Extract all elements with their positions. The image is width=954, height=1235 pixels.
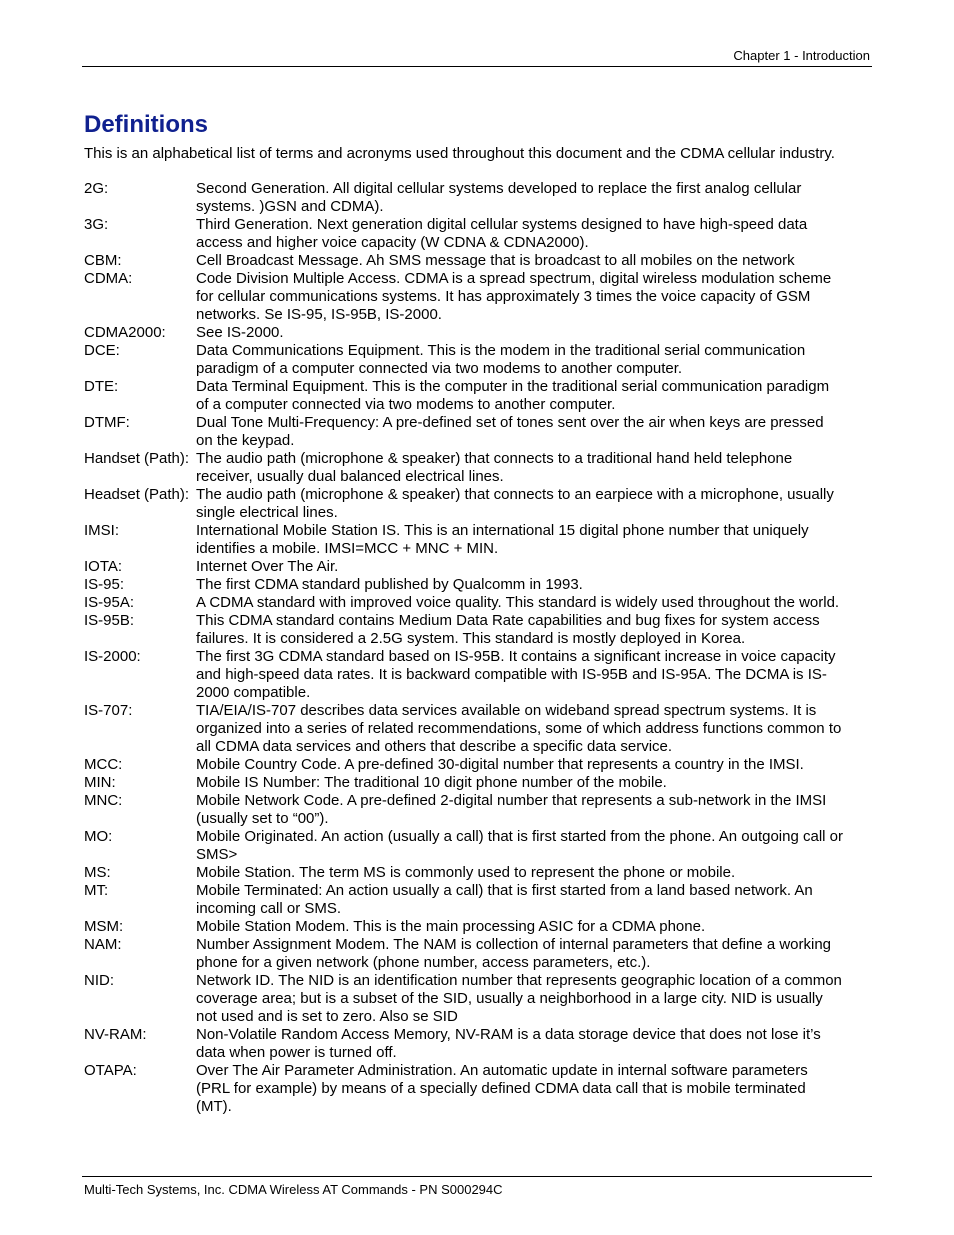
definition-term: IS-95: xyxy=(84,576,125,593)
definition-term: NAM: xyxy=(84,936,122,953)
definition-description: Second Generation. All digital cellular systems developed to replace the first analog cellular systems. )GSN and CDMA). xyxy=(196,180,802,215)
definition-description: Mobile Originated. An action (usually a call) that is first started from the phone. An outgoing call or SMS> xyxy=(196,828,844,863)
definition-description: Non-Volatile Random Access Memory, NV-RAM is a data storage device that does not lose it’s data when power is turned off. xyxy=(196,1026,821,1061)
page-header-chapter: Chapter 1 - Introduction xyxy=(733,48,870,63)
definition-item xyxy=(84,702,844,756)
definition-description: Cell Broadcast Message. Ah SMS message that is broadcast to all mobiles on the network xyxy=(196,252,795,269)
definition-item xyxy=(84,756,844,774)
definition-term: IS-707: xyxy=(84,702,133,719)
definition-item xyxy=(84,378,844,414)
definition-item xyxy=(84,558,844,576)
definition-term: CDMA2000: xyxy=(84,324,166,341)
definition-item xyxy=(84,828,844,864)
definition-item xyxy=(84,486,844,522)
definition-term: IS-95A: xyxy=(84,594,135,611)
definition-description: The audio path (microphone & speaker) that connects to an earpiece with a microphone, usually single electrical lines. xyxy=(196,486,834,521)
definition-term: DTE: xyxy=(84,378,119,395)
definition-term: 2G: xyxy=(84,180,109,197)
definition-description: Data Communications Equipment. This is the modem in the traditional serial communication paradigm of a computer connected via two modems to another computer. xyxy=(196,342,806,377)
definition-item xyxy=(84,648,844,702)
definition-item xyxy=(84,342,844,378)
definition-description: The audio path (microphone & speaker) that connects to a traditional hand held telephone receiver, usually dual balanced electrical lines. xyxy=(196,450,793,485)
definition-term: DCE: xyxy=(84,342,120,359)
definition-item xyxy=(84,882,844,918)
definition-description: Internet Over The Air. xyxy=(196,558,339,575)
definition-item xyxy=(84,612,844,648)
definition-item xyxy=(84,774,844,792)
definition-item xyxy=(84,252,844,270)
definition-term: MCC: xyxy=(84,756,123,773)
definition-term: NID: xyxy=(84,972,114,989)
intro-paragraph: This is an alphabetical list of terms and acronyms used throughout this document and the CDMA cellular industry. xyxy=(84,145,835,162)
definition-term: IOTA: xyxy=(84,558,123,575)
definition-item xyxy=(84,972,844,1026)
definition-item xyxy=(84,270,844,324)
definition-description: Mobile Country Code. A pre-defined 30-digital number that represents a country in the IMSI. xyxy=(196,756,804,773)
definition-description: This CDMA standard contains Medium Data Rate capabilities and bug fixes for system access failures. It is considered a 2.5G system. This standard is mostly deployed in Korea. xyxy=(196,612,820,647)
definition-description: Mobile Network Code. A pre-defined 2-digital number that represents a sub-network in the IMSI (usually set to “00”). xyxy=(196,792,827,827)
definition-item xyxy=(84,576,844,594)
footer-rule xyxy=(82,1176,872,1177)
definition-item xyxy=(84,594,844,612)
definition-description: Code Division Multiple Access. CDMA is a spread spectrum, digital wireless modulation scheme for cellular communications systems. It has approximately 3 times the voice capacity of GSM networks. Se IS-95, IS-95B, IS-2000. xyxy=(196,270,832,323)
page-title: Definitions xyxy=(84,111,208,138)
definition-term: OTAPA: xyxy=(84,1062,137,1079)
header-rule xyxy=(82,66,872,67)
definition-term: CBM: xyxy=(84,252,122,269)
definition-term: IMSI: xyxy=(84,522,120,539)
definition-item xyxy=(84,1062,844,1116)
definition-term: 3G: xyxy=(84,216,109,233)
definition-term: MS: xyxy=(84,864,111,881)
definition-description: Over The Air Parameter Administration. An automatic update in internal software parameters (PRL for example) by means of a specially defined CDMA data call that is mobile terminated (MT). xyxy=(196,1062,808,1115)
definition-term: MSM: xyxy=(84,918,124,935)
definition-item xyxy=(84,450,844,486)
definition-item xyxy=(84,180,844,216)
definition-description: The first 3G CDMA standard based on IS-95B. It contains a significant increase in voice capacity and high-speed data rates. It is backward compatible with IS-95B and IS-95A. The DCMA is IS-2000 compatible. xyxy=(196,648,836,701)
definition-description: Dual Tone Multi-Frequency: A pre-defined set of tones sent over the air when keys are pressed on the keypad. xyxy=(196,414,824,449)
definition-description: TIA/EIA/IS-707 describes data services available on wideband spread spectrum systems. It is organized into a series of related recommendations, some of which address functions common to all CDMA data services and others that describe a specific data service. xyxy=(196,702,842,755)
definition-description: Mobile Station Modem. This is the main processing ASIC for a CDMA phone. xyxy=(196,918,706,935)
definition-term: Headset (Path): xyxy=(84,486,190,503)
definitions-list xyxy=(84,180,844,1116)
definition-term: IS-2000: xyxy=(84,648,141,665)
definition-item xyxy=(84,918,844,936)
definition-description: Network ID. The NID is an identification number that represents geographic location of a common coverage area; but is a subset of the SID, usually a neighborhood in a large city. NID is usually not used and is set to zero. Also se SID xyxy=(196,972,842,1025)
definition-term: MO: xyxy=(84,828,113,845)
definition-term: MT: xyxy=(84,882,109,899)
page-footer: Multi-Tech Systems, Inc. CDMA Wireless AT Commands - PN S000294C xyxy=(84,1182,503,1197)
definition-term: DTMF: xyxy=(84,414,130,431)
definition-item xyxy=(84,864,844,882)
definition-term: MIN: xyxy=(84,774,116,791)
definition-term: CDMA: xyxy=(84,270,133,287)
definition-description: Mobile Terminated: An action usually a call) that is first started from a land based network. An incoming call or SMS. xyxy=(196,882,813,917)
definition-item xyxy=(84,216,844,252)
definition-description: Number Assignment Modem. The NAM is collection of internal parameters that define a working phone for a given network (phone number, access parameters, etc.). xyxy=(196,936,832,971)
definition-item xyxy=(84,792,844,828)
definition-item xyxy=(84,1026,844,1062)
definition-description: International Mobile Station IS. This is an international 15 digital phone number that uniquely identifies a mobile. IMSI=MCC + MNC + MIN. xyxy=(196,522,809,557)
definition-description: Mobile Station. The term MS is commonly used to represent the phone or mobile. xyxy=(196,864,736,881)
definition-term: MNC: xyxy=(84,792,123,809)
definition-term: IS-95B: xyxy=(84,612,135,629)
definition-description: See IS-2000. xyxy=(196,324,284,341)
definition-item xyxy=(84,414,844,450)
definition-description: A CDMA standard with improved voice quality. This standard is widely used throughout the world. xyxy=(196,594,840,611)
definition-item xyxy=(84,522,844,558)
definition-term: Handset (Path): xyxy=(84,450,190,467)
definition-description: Third Generation. Next generation digital cellular systems designed to have high-speed data access and higher voice capacity (W CDNA & CDNA2000). xyxy=(196,216,808,251)
definition-item xyxy=(84,324,844,342)
definition-term: NV-RAM: xyxy=(84,1026,147,1043)
definition-item xyxy=(84,936,844,972)
definition-description: Data Terminal Equipment. This is the computer in the traditional serial communication paradigm of a computer connected via two modems to another computer. xyxy=(196,378,830,413)
definition-description: The first CDMA standard published by Qualcomm in 1993. xyxy=(196,576,583,593)
definition-description: Mobile IS Number: The traditional 10 digit phone number of the mobile. xyxy=(196,774,667,791)
